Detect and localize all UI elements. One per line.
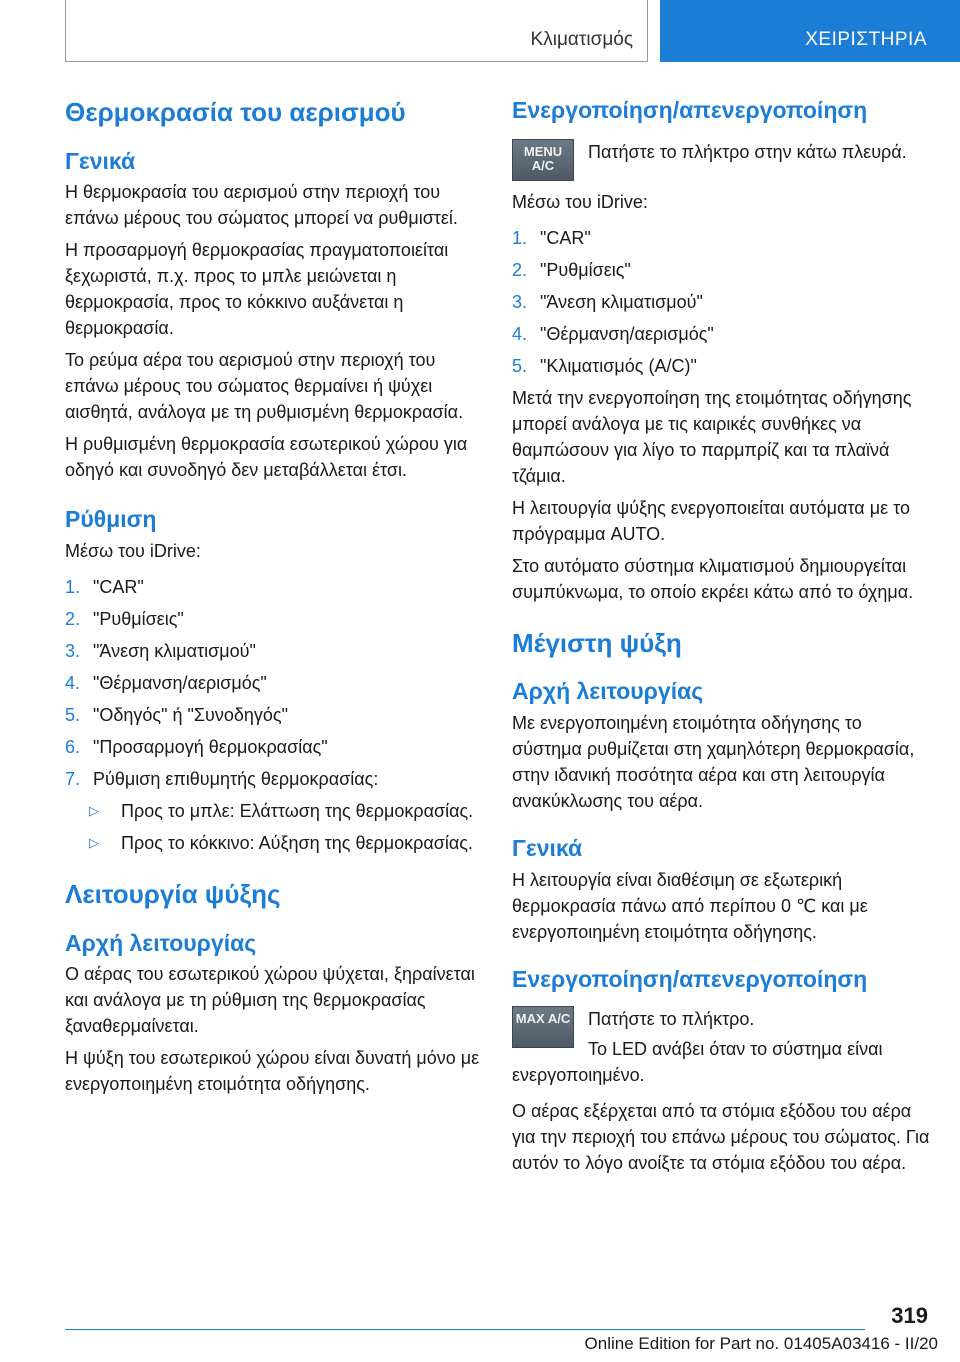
- cooling-title: Λειτουργία ψύξης: [65, 879, 281, 909]
- led-note: Το LED ανάβει όταν το σύστημα είναι ενεργοποιημένο.: [512, 1038, 883, 1085]
- list-item: 1. "CAR": [512, 227, 591, 248]
- list-item: ▷ Προς το κόκκινο: Αύξηση της θερμοκρασίας.: [65, 830, 480, 856]
- max-cooling-title: Μέγιστη ψύξη: [512, 627, 682, 658]
- menu-ac-button-icon: MENU A/C: [512, 139, 574, 181]
- page-number: 319: [891, 1303, 928, 1328]
- via-idrive: Μέσω του iDrive:: [65, 541, 201, 561]
- list-item: ▷ Προς το μπλε: Ελάττωση της θερμοκρασίας.: [65, 798, 480, 824]
- list-item: 2. "Ρυθμίσεις": [512, 259, 631, 280]
- list-item: 5. "Κλιματισμός (A/C)": [512, 355, 697, 376]
- ac-steps: [512, 225, 932, 379]
- paragraph: Η προσαρμογή θερμοκρασίας πραγματοποιείται ξεχωριστά, π.χ. προς το μπλε μειώνεται η θερμοκρασία, προς το κόκκινο αυξάνεται η θερμοκρασία.: [65, 240, 449, 339]
- paragraph: Ο αέρας του εσωτερικού χώρου ψύχεται, ξηραίνεται και ανάλογα με τη ρύθμιση της θερμοκρασίας ξαναθερμαίνεται.: [65, 964, 475, 1037]
- paragraph: Η θερμοκρασία του αερισμού στην περιοχή του επάνω μέρους του σώματος μπορεί να ρυθμιστεί.: [65, 182, 458, 229]
- header-chapter-tab: [660, 0, 960, 62]
- header-chapter-label: ΧΕΙΡΙΣΤΗΡΙΑ: [805, 29, 927, 50]
- triangle-bullet-icon: ▷: [89, 835, 99, 850]
- max-instruction: Πατήστε το πλήκτρο.: [588, 1008, 755, 1029]
- footer-edition: Online Edition for Part no. 01405A03416 - II/20: [584, 1334, 938, 1353]
- setting-substeps: [65, 798, 480, 856]
- paragraph: Η ψύξη του εσωτερικού χώρου είναι δυνατή μόνο με ενεργοποιημένη ετοιμότητα οδήγησης.: [65, 1048, 480, 1095]
- footer-divider: [65, 1329, 865, 1330]
- right-column: [512, 96, 932, 1176]
- general-heading: Γενικά: [65, 147, 136, 174]
- left-column: [65, 96, 480, 1097]
- paragraph: Ο αέρας εξέρχεται από τα στόμια εξόδου του αέρα για την περιοχή του επάνω μέρους του σώματος. Για αυτόν το λόγο ανοίξτε τα στόμια εξόδου του αέρα.: [512, 1100, 930, 1173]
- paragraph: Η λειτουργία ψύξης ενεργοποιείται αυτόματα με το πρόγραμμα AUTO.: [512, 497, 910, 544]
- onoff-heading: Ενεργοποίηση/απενεργοποίηση: [512, 97, 868, 123]
- setting-heading: Ρύθμιση: [65, 506, 157, 533]
- max-ac-button-icon: MAX A/C: [512, 1006, 574, 1048]
- header-section-label: Κλιματισμός: [530, 29, 633, 50]
- paragraph: Η λειτουργία είναι διαθέσιμη σε εξωτερική θερμοκρασία πάνω από περίπου 0 ℃ και με ενεργοποιημένη ετοιμότητα οδήγησης.: [512, 869, 868, 942]
- menu-instruction: Πατήστε το πλήκτρο στην κάτω πλευρά.: [588, 141, 907, 162]
- list-item: 5. "Οδηγός" ή "Συνοδηγός": [65, 705, 288, 725]
- list-item: 3. "Άνεση κλιματισμού": [65, 641, 256, 661]
- principle-heading: Αρχή λειτουργίας: [512, 678, 704, 705]
- paragraph: Στο αυτόματο σύστημα κλιματισμού δημιουργείται συμπύκνωμα, το οποίο εκρέει κάτω από το όχημα.: [512, 555, 914, 602]
- list-item: 7. Ρύθμιση επιθυμητής θερμοκρασίας:: [65, 769, 379, 789]
- paragraph: Μετά την ενεργοποίηση της ετοιμότητας οδήγησης μπορεί ανάλογα με τις καιρικές συνθήκες να θαμπώσουν για λίγο το παρμπρίζ και τα πλαϊνά τζάμια.: [512, 387, 912, 486]
- list-item: 4. "Θέρμανση/αερισμός": [512, 323, 714, 344]
- vent-temp-title: Θερμοκρασία του αερισμού: [65, 97, 406, 127]
- paragraph: Η ρυθμισμένη θερμοκρασία εσωτερικού χώρου για οδηγό και συνοδηγό δεν μεταβάλλεται έτσι.: [65, 434, 468, 481]
- via-idrive: Μέσω του iDrive:: [512, 191, 648, 212]
- principle-heading: Αρχή λειτουργίας: [65, 929, 257, 956]
- list-item: 6. "Προσαρμογή θερμοκρασίας": [65, 737, 328, 757]
- setting-steps: [65, 574, 480, 792]
- header-section-tab: [65, 0, 648, 62]
- list-item: 3. "Άνεση κλιματισμού": [512, 291, 703, 312]
- list-item: 4. "Θέρμανση/αερισμός": [65, 673, 267, 693]
- paragraph: Με ενεργοποιημένη ετοιμότητα οδήγησης το σύστημα ρυθμίζεται στη χαμηλότερη θερμοκρασία, στην ιδανική ποσότητα αέρα και στη λειτουργία ανακύκλωσης του αέρα.: [512, 713, 915, 811]
- triangle-bullet-icon: ▷: [89, 803, 99, 818]
- general-heading: Γενικά: [512, 835, 583, 861]
- onoff-heading-2: Ενεργοποίηση/απενεργοποίηση: [512, 965, 868, 992]
- list-item: 1. "CAR": [65, 577, 144, 597]
- paragraph: Το ρεύμα αέρα του αερισμού στην περιοχή του επάνω μέρους του σώματος θερμαίνει ή ψύχει αισθητά, ανάλογα με τη ρυθμισμένη θερμοκρασία.: [65, 350, 464, 423]
- list-item: 2. "Ρυθμίσεις": [65, 609, 184, 629]
